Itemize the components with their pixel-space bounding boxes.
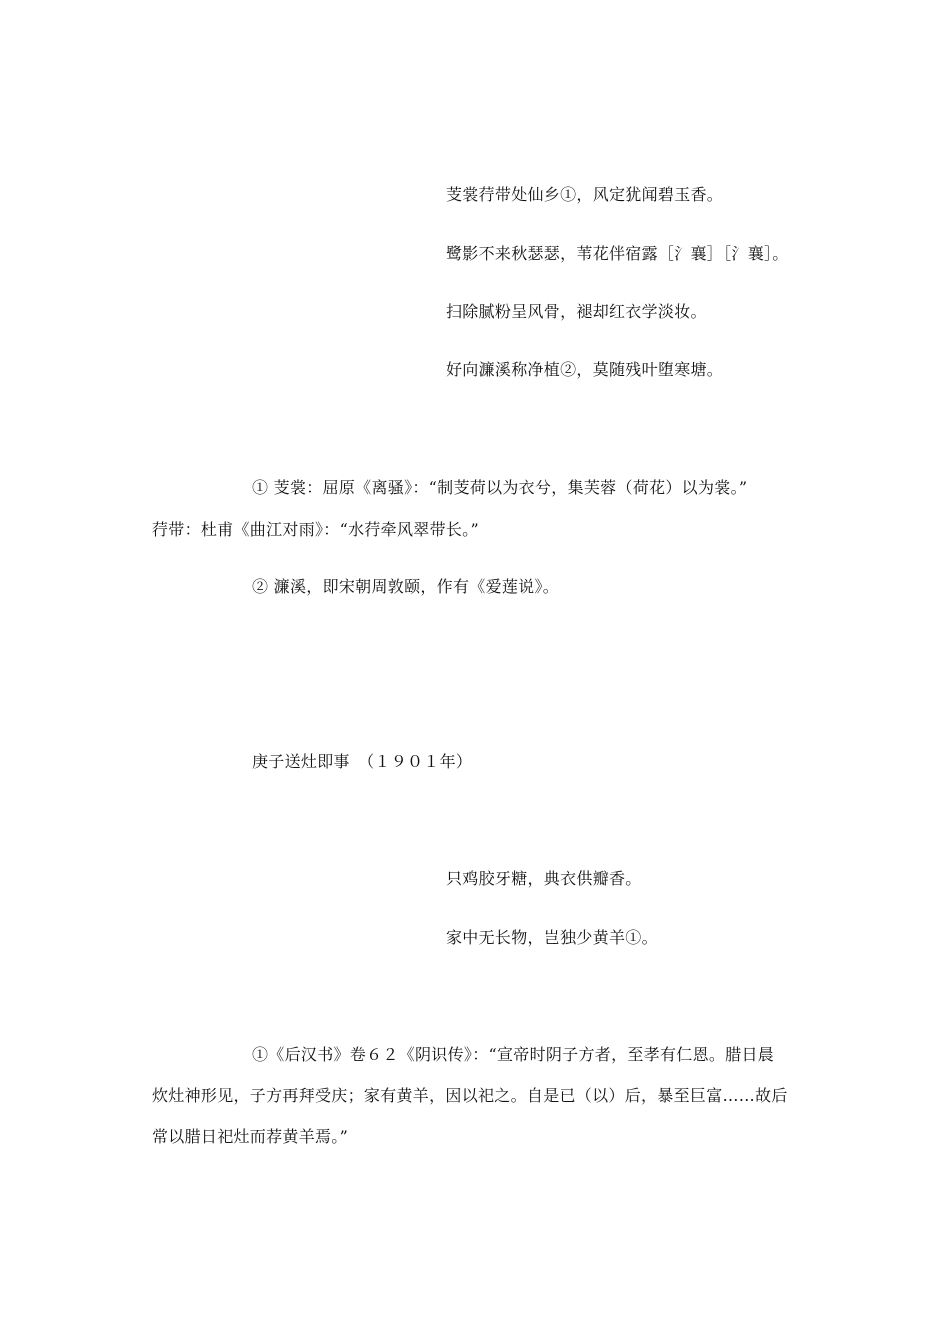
- poem1-note-2: ② 濂溪，即宋朝周敦颐，作有《爱莲说》。: [252, 577, 560, 596]
- poem1-line-4: 好向濂溪称净植②，莫随残叶堕寒塘。: [446, 360, 724, 379]
- poem1-note-1-cont: 荇带：杜甫《曲江对雨》：“水荇牵风翠带长。”: [152, 520, 479, 539]
- poem2-line-1: 只鸡胶牙糖，典衣供瓣香。: [446, 869, 642, 888]
- poem1-line-1: 芰裳荇带处仙乡①，风定犹闻碧玉香。: [446, 185, 724, 204]
- poem1-line-3: 扫除腻粉呈风骨，褪却红衣学淡妆。: [446, 302, 707, 321]
- poem2-note-1: ①《后汉书》卷６２《阴识传》：“宣帝时阴子方者，至孝有仁恩。腊日晨: [252, 1045, 775, 1064]
- poem1-note-1: ① 芰裳：屈原《离骚》：“制芰荷以为衣兮，集芙蓉（荷花）以为裳。”: [252, 478, 748, 497]
- poem2-note-1-end: 常以腊日祀灶而荐黄羊焉。”: [152, 1127, 349, 1146]
- poem2-note-1-cont: 炊灶神形见，子方再拜受庆；家有黄羊，因以祀之。自是已（以）后，暴至巨富……故后: [152, 1086, 788, 1105]
- poem2-line-2: 家中无长物，岂独少黄羊①。: [446, 928, 658, 947]
- poem1-line-2: 鹭影不来秋瑟瑟，苇花伴宿露［氵襄］［氵襄］。: [446, 244, 789, 263]
- poem2-title: 庚子送灶即事 （１９０１年）: [252, 752, 473, 771]
